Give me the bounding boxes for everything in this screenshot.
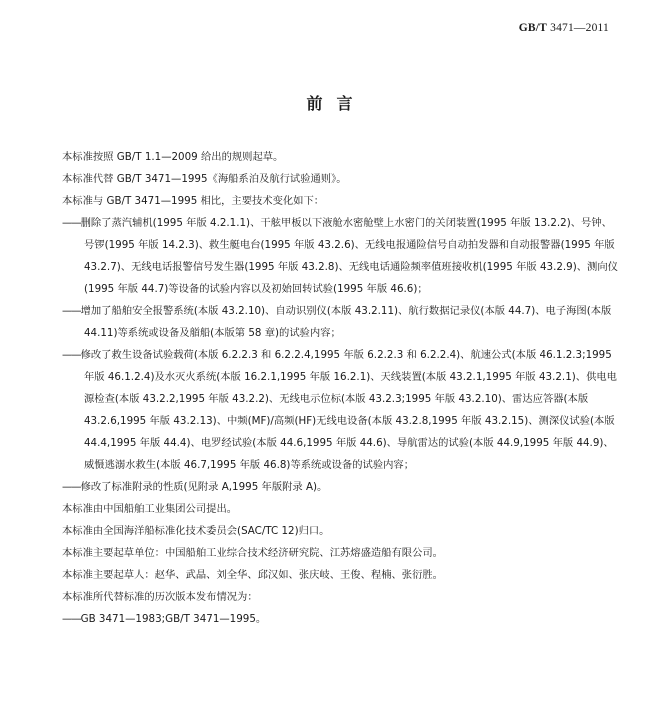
- dash-marker: ——: [62, 613, 81, 625]
- dash-marker: ——: [62, 217, 81, 229]
- change-item-deleted: [62, 212, 618, 300]
- paragraph-under-jurisdiction: 本标准由全国海洋船标准化技术委员会(SAC/TC 12)归口。: [62, 525, 330, 537]
- change-text: 删除了蒸汽辅机(1995 年版 4.2.1.1)、干舷甲板以下液舱水密舱壁上水密门的关闭装置(1995 年版 13.2.2)、号钟、号锣(1995 年版 14.2.3)、救生艇电台(1995 年版 43.2.6)、无线电报通险信号自动拍发器和自动报警器(1995 年版 43.2.7)、无线电话报警信号发生器(1995 年版 43.2.8)、无线电话通险频率值班接收机(1995 年版 43.2.9)、测向仪(1995 年版 44.7)等设备的试验内容以及初始回转试验(1995 年版 46.6)；: [80, 217, 618, 295]
- paragraph-changes-intro: 本标准与 GB/T 3471—1995 相比，主要技术变化如下：: [62, 195, 325, 207]
- dash-marker: ——: [62, 349, 81, 361]
- change-item-added: [62, 300, 618, 344]
- dash-marker: ——: [62, 481, 81, 493]
- paragraph-drafters: 本标准主要起草人：赵华、武晶、刘全华、邱汉如、张庆岐、王俊、程楠、张衍胜。: [62, 569, 443, 581]
- foreword-body: [62, 146, 618, 630]
- paragraph-proposed-by: 本标准由中国船舶工业集团公司提出。: [62, 503, 238, 515]
- history-text: GB 3471—1983;GB/T 3471—1995。: [80, 613, 267, 625]
- paragraph-history-intro: 本标准所代替标准的历次版本发布情况为：: [62, 591, 258, 603]
- paragraph-replaces: 本标准代替 GB/T 3471—1995《海船系泊及航行试验通则》。: [62, 173, 347, 185]
- change-item-modified: [62, 344, 618, 476]
- change-item-annex: [62, 476, 618, 498]
- change-text: 修改了标准附录的性质(见附录 A,1995 年版附录 A)。: [80, 481, 328, 493]
- paragraph-drafting-rule: 本标准按照 GB/T 1.1—2009 给出的规则起草。: [62, 151, 284, 163]
- history-item: [62, 608, 618, 630]
- standard-number: [519, 22, 609, 34]
- page-title: 前言: [306, 94, 367, 113]
- standard-year: 3471—2011: [550, 22, 609, 34]
- dash-marker: ——: [62, 305, 81, 317]
- change-text: 修改了救生设备试验载荷(本版 6.2.2.3 和 6.2.2.4,1995 年版 6.2.2.3 和 6.2.2.4)、航速公式(本版 46.1.2.3;1995 年版 46.1.2.4)及水灭火系统(本版 16.2.1,1995 年版 16.2.1)、天线装置(本版 43.2.1,1995 年版 43.2.1)、供电电源检查(本版 43.2.2,1995 年版 43.2.2)、无线电示位标(本版 43.2.3;1995 年版 43.2.10)、雷达应答器(本版 43.2.6,1995 年版 43.2.13)、中频(MF)/高频(HF)无线电设备(本版 43.2.8,1995 年版 43.2.15)、测深仪试验(本版 44.4,1995 年版 44.4)、电罗经试验(本版 44.6,1995 年版 44.6)、导航雷达的试验(本版 44.9,1995 年版 44.9)、威慑逃溺水救生(本版 46.7,1995 年版 46.8)等系统或设备的试验内容；: [80, 349, 617, 471]
- change-text: 增加了船舶安全报警系统(本版 43.2.10)、自动识别仪(本版 43.2.11)、航行数据记录仪(本版 44.7)、电子海图(本版 44.11)等系统或设备及艏船(本版第 58 章)的试验内容；: [80, 305, 612, 339]
- standard-code: GB/T: [518, 22, 548, 34]
- paragraph-drafting-units: 本标准主要起草单位：中国船舶工业综合技术经济研究院、江苏熔盛造船有限公司。: [62, 547, 443, 559]
